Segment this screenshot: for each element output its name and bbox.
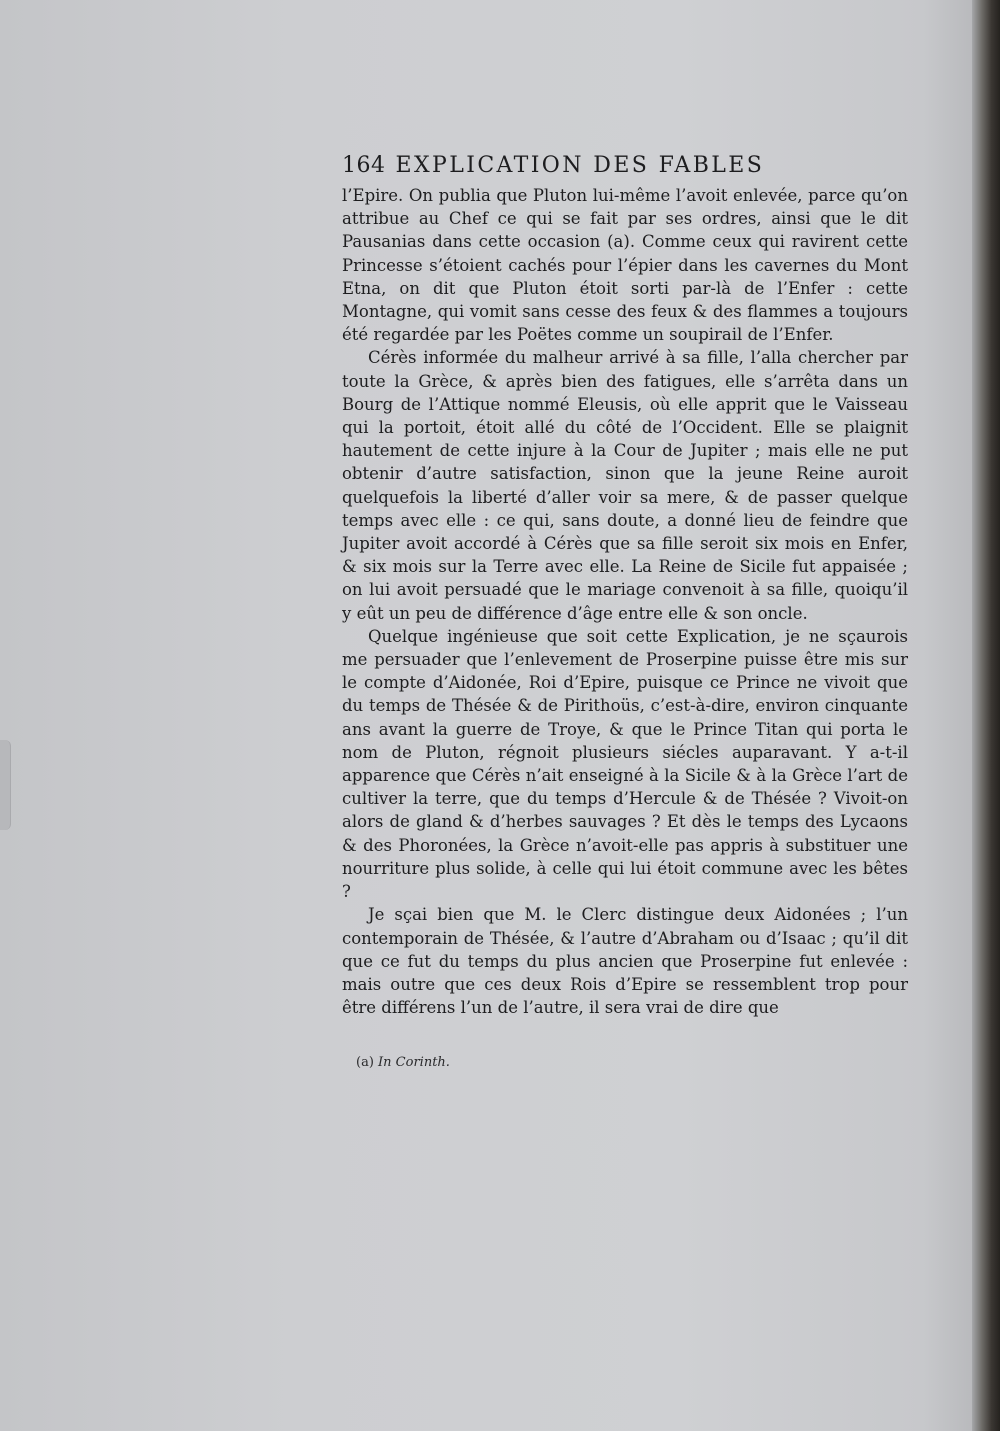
- page-number: 164: [342, 153, 386, 178]
- paragraph-1: l’Epire. On publia que Pluton lui-même l’avoit enlevée, parce qu’on attribue au Chef ce qui se fait par ses ordres, ainsi que le dit Pausanias dans cette occasion (a). Comme ceux qui ravirent cette Princesse s’étoient cachés pour l’épier dans les cavernes du Mont Etna, on dit que Pluton étoit sorti par-là de l’Enfer : cette Montagne, qui vomit sans cesse des feux & des flammes a toujours été regardée par les Poëtes comme un soupirail de l’Enfer.: [342, 186, 908, 345]
- page-notch: [0, 740, 11, 830]
- paragraph-2: Cérès informée du malheur arrivé à sa fille, l’alla chercher par toute la Grèce, & après bien des fatigues, elle s’arrêta dans un Bourg de l’Attique nommé Eleusis, où elle apprit que le Vaisseau qui la portoit, étoit allé du côté de l’Occident. Elle se plaignit hautement de cette injure à la Cour de Jupiter ; mais elle ne put obtenir d’autre satisfaction, sinon que la jeune Reine auroit quelquefois la liberté d’aller voir sa mere, & de passer quelque temps avec elle : ce qui, sans doute, a donné lieu de feindre que Jupiter avoit accordé à Cérès que sa fille seroit six mois en Enfer, & six mois sur la Terre avec elle. La Reine de Sicile fut appaisée ; on lui avoit persuadé que le mariage convenoit à sa fille, quoiqu’il y eût un peu de différence d’âge entre elle & son oncle.: [342, 348, 908, 623]
- footnote-mark: (a): [356, 1055, 374, 1070]
- paragraph-3: Quelque ingénieuse que soit cette Explication, je ne sçaurois me persuader que l’enlevement de Proserpine puisse être mis sur le compte d’Aidonée, Roi d’Epire, puisque ce Prince ne vivoit que du temps de Thésée & de Pirithoüs, c’est-à-dire, environ cinquante ans avant la guerre de Troye, & que le Prince Titan qui porta le nom de Pluton, régnoit plusieurs siécles auparavant. Y a-t-il apparence que Cérès n’ait enseigné à la Sicile & à la Grèce l’art de cultiver la terre, que du temps d’Hercule & de Thésée ? Vivoit-on alors de gland & d’herbes sauvages ? Et dès le temps des Lycaons & des Phoronées, la Grèce n’avoit-elle pas appris à substituer une nourriture plus solide, à celle qui lui étoit commune avec les bêtes ?: [342, 626, 908, 902]
- book-edge-shadow: [972, 0, 1000, 1431]
- running-header: [342, 148, 908, 184]
- body-text: [342, 184, 908, 1019]
- footnote: [356, 1055, 450, 1070]
- text-block: [342, 148, 908, 1019]
- running-title: EXPLICATION DES FABLES: [395, 153, 765, 178]
- footnote-text: In Corinth.: [378, 1055, 450, 1070]
- paragraph-4: Je sçai bien que M. le Clerc distingue deux Aidonées ; l’un contemporain de Thésée, & l’autre d’Abraham ou d’Isaac ; qu’il dit que ce fut du temps du plus ancien que Proserpine fut enlevée : mais outre que ces deux Rois d’Epire se ressemblent trop pour être différens l’un de l’autre, il sera vrai de dire que: [342, 905, 908, 1018]
